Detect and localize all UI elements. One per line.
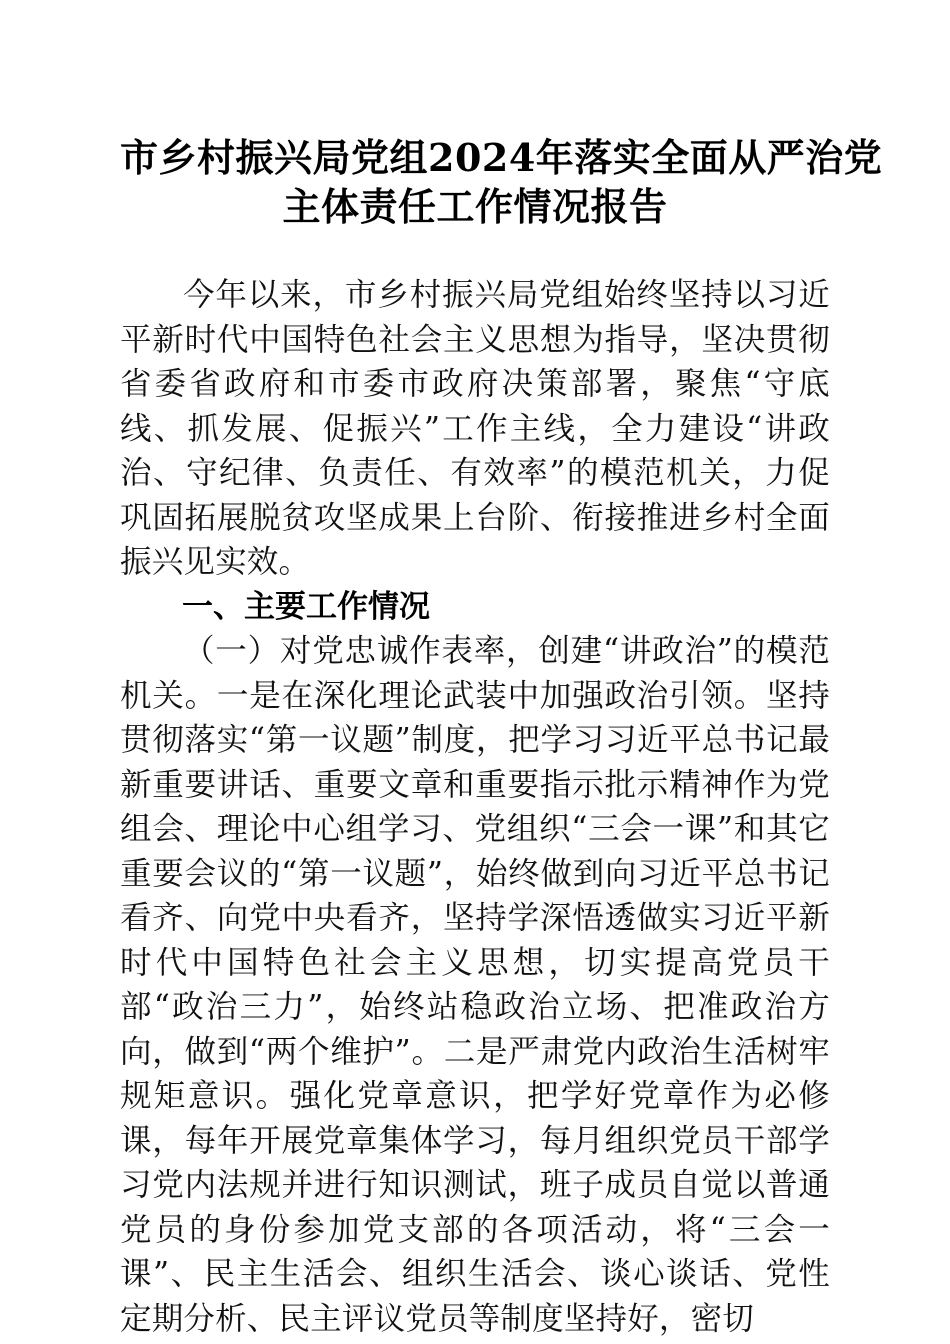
paragraph-intro: 今年以来，市乡村振兴局党组始终坚持以习近平新时代中国特色社会主义思想为指导，坚决贯彻省委省政府和市委市政府决策部署，聚焦“守底线、抓发展、促振兴”工作主线，全力建设“讲政治、守纪律、负责任、有效率”的模范机关，力促巩固拓展脱贫攻坚成果上台阶、衔接推进乡村全面振兴见实效。 bbox=[120, 277, 830, 580]
page-title-line-1: 市乡村振兴局党组2024年落实全面从严治党 bbox=[120, 135, 883, 180]
title-spacer bbox=[120, 231, 830, 273]
paragraph-section-1-1: （一）对党忠诚作表率，创建“讲政治”的模范机关。一是在深化理论武装中加强政治引领。坚持贯彻落实“第一议题”制度，把学习习近平总书记最新重要讲话、重要文章和重要指示批示精神作为党组会、理论中心组学习、党组织“三会一课”和其它重要会议的“第一议题”，始终做到向习近平总书记看齐、向党中央看齐，坚持学深悟透做实习近平新时代中国特色社会主义思想，切实提高党员干部“政治三力”，始终站稳政治立场、把准政治方向，做到“两个维护”。二是严肃党内政治生活树牢规矩意识。强化党章意识，把学好党章作为必修课，每年开展党章集体学习，每月组织党员干部学习党内法规并进行知识测试，班子成员自觉以普通党员的身份参加党支部的各项活动，将“三会一课”、民主生活会、组织生活会、谈心谈话、党性定期分析、民主评议党员等制度坚持好，密切 bbox=[120, 633, 830, 1337]
page-title-line-2: 主体责任工作情况报告 bbox=[282, 184, 668, 229]
section-heading-1: 一、主要工作情况 bbox=[182, 588, 430, 625]
page-title bbox=[120, 0, 883, 231]
page-content bbox=[120, 0, 883, 1341]
